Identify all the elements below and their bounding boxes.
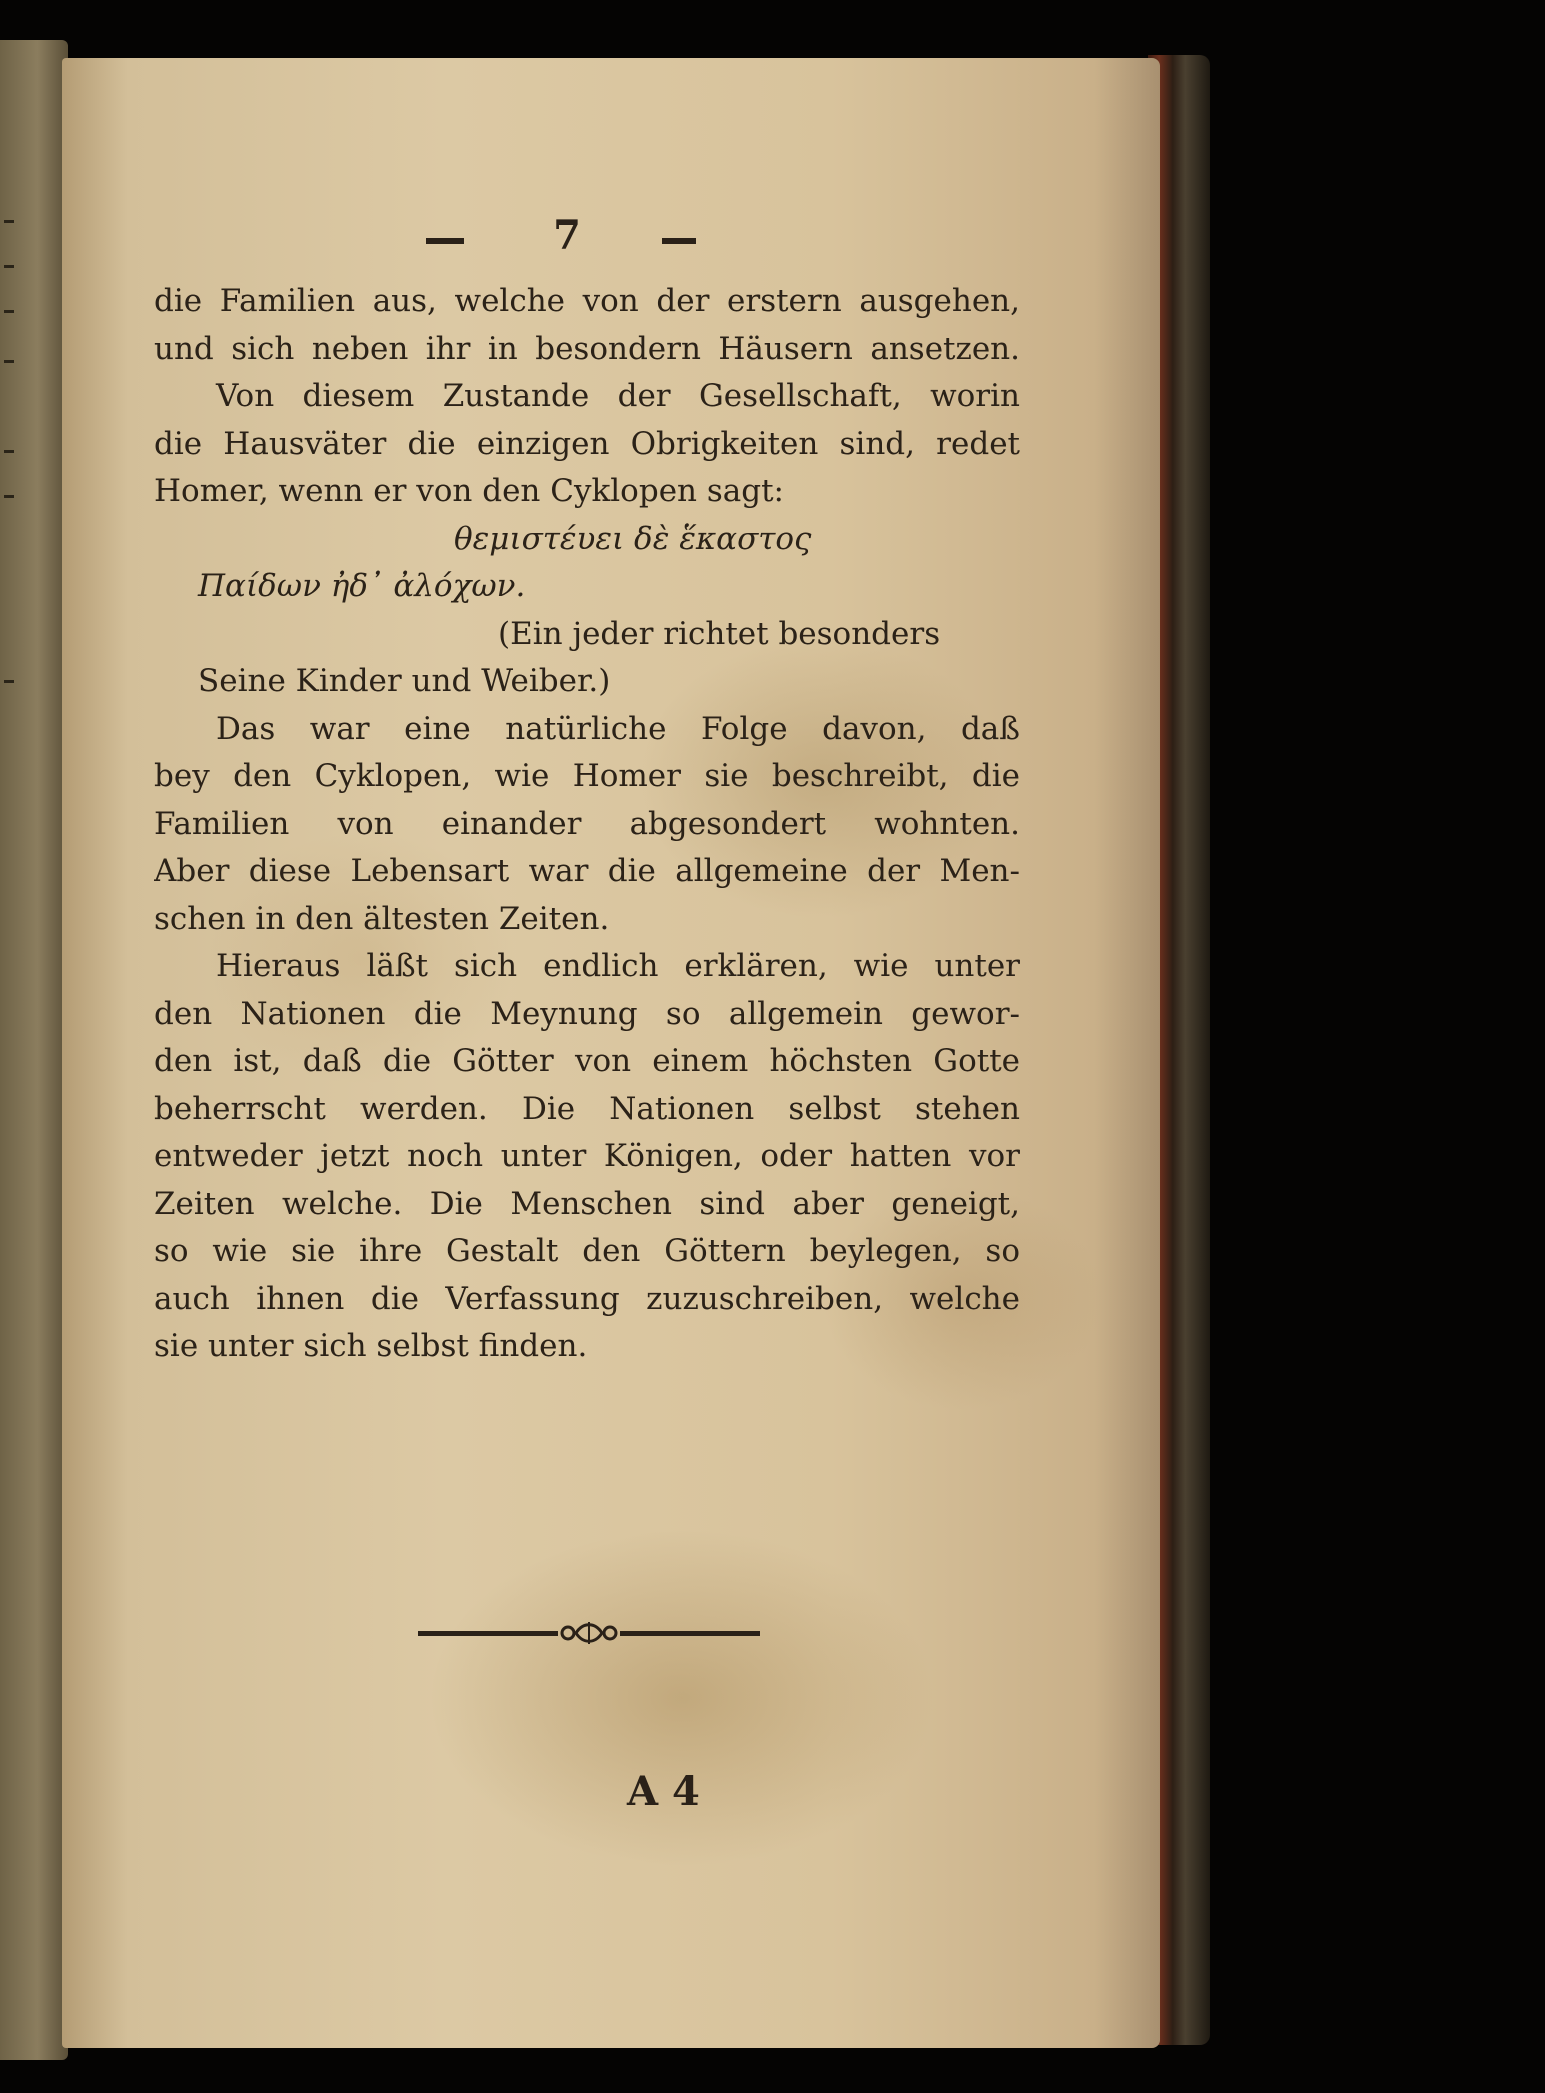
text-line: auch ihnen die Verfassung zuzuschreiben, welche	[154, 1280, 1020, 1317]
greek-quote-line: Παίδων ἠδ᾽ ἀλόχων.	[198, 568, 526, 604]
signature-mark: A 4	[627, 1768, 700, 1815]
header-dash-right	[662, 238, 696, 244]
translation-line: Seine Kinder und Weiber.)	[198, 663, 611, 699]
page-header	[62, 208, 1160, 268]
text-line: Zeiten welche. Die Menschen sind aber geneigt,	[154, 1185, 1020, 1222]
body-text	[154, 278, 1020, 1371]
text-line: Das war eine natürliche Folge davon, daß	[216, 710, 1020, 747]
greek-quote-line: θεμιστέυει δὲ ἕκαστος	[454, 520, 812, 557]
book-page	[62, 58, 1160, 2048]
text-line: den ist, daß die Götter von einem höchsten Gotte	[154, 1043, 1020, 1079]
text-line: Aber diese Lebensart war die allgemeine der Men-	[154, 853, 1020, 889]
ornament-divider	[418, 1618, 760, 1648]
page-number: 7	[553, 212, 581, 259]
text-line: schen in den ältesten Zeiten.	[154, 900, 610, 937]
text-line: Von diesem Zustande der Gesellschaft, worin	[216, 378, 1020, 414]
text-line: sie unter sich selbst finden.	[154, 1328, 588, 1364]
text-line: beherrscht werden. Die Nationen selbst stehen	[154, 1090, 1020, 1127]
facing-page-edge	[0, 40, 68, 2060]
text-line: entweder jetzt noch unter Königen, oder hatten vor	[154, 1138, 1020, 1174]
translation-line: (Ein jeder richtet besonders	[498, 615, 941, 652]
text-line: so wie sie ihre Gestalt den Göttern beylegen, so	[154, 1233, 1020, 1269]
text-line: die Hausväter die einzigen Obrigkeiten sind, redet	[154, 425, 1020, 462]
header-dash-left	[426, 238, 464, 244]
text-line: und sich neben ihr in besondern Häusern ansetzen.	[154, 330, 1020, 367]
text-line: Familien von einander abgesondert wohnten.	[154, 805, 1020, 842]
text-line: Hieraus läßt sich endlich erklären, wie unter	[216, 948, 1020, 984]
text-line: den Nationen die Meynung so allgemein gewor-	[154, 995, 1020, 1032]
text-line: Homer, wenn er von den Cyklopen sagt:	[154, 473, 784, 509]
text-line: bey den Cyklopen, wie Homer sie beschreibt, die	[154, 758, 1020, 794]
text-line: die Familien aus, welche von der erstern ausgehen,	[154, 283, 1020, 319]
